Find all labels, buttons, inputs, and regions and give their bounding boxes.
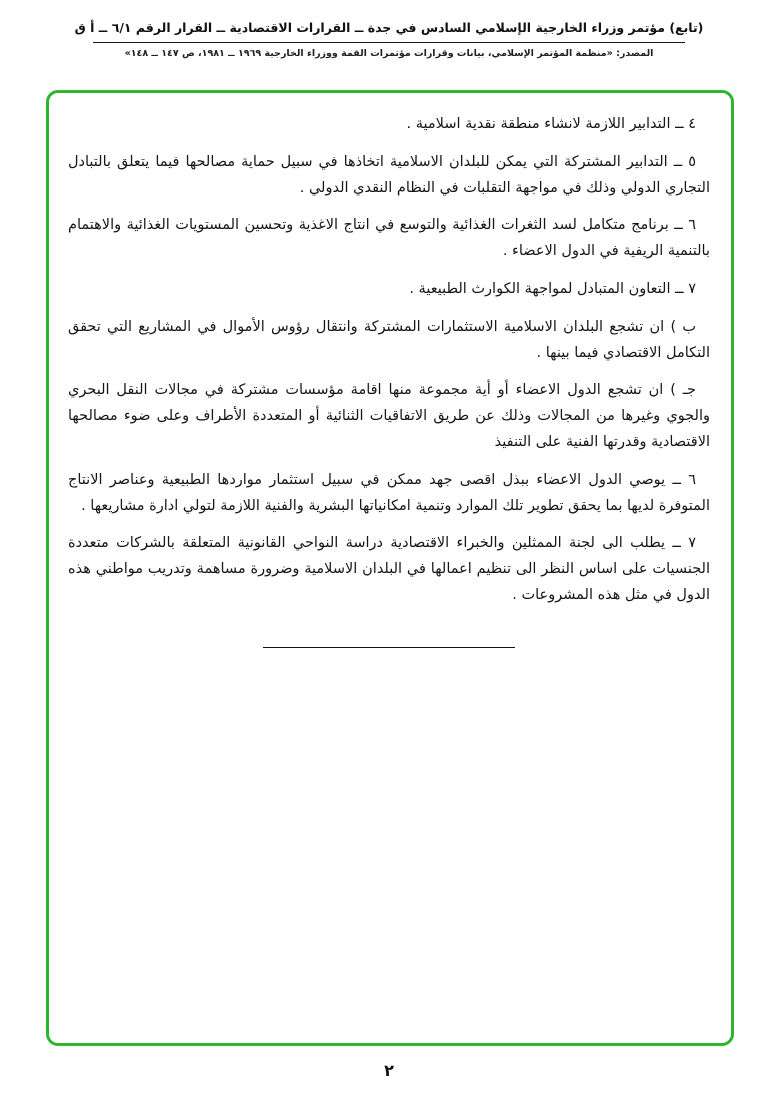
- document-body: [68, 112, 710, 648]
- paragraph-item-7: ٧ ــ التعاون المتبادل لمواجهة الكوارث الطبيعية .: [409, 280, 696, 297]
- document-title: (تابع) مؤتمر وزراء الخارجية الإسلامي السادس في جدة ــ القرارات الاقتصادية ــ القرار الرقم ٦/١ ــ أ ق: [74, 20, 704, 35]
- paragraph-item-4: ٤ ــ التدابير اللازمة لانشاء منطقة نقدية اسلامية .: [406, 116, 696, 132]
- paragraph-resolution-6: ٦ ــ يوصي الدول الاعضاء ببذل اقصى جهد ممكن في سبيل استثمار مواردها الطبيعية وعناصر الانتاج المتوفرة لديها بما يحقق تطوير تلك الموارد وتنمية امكانياتها البشرية والفنية اللازمة لتولي ادارة مشاريعها .: [68, 471, 710, 514]
- paragraph-item-5: ٥ ــ التدابير المشتركة التي يمكن للبلدان الاسلامية اتخاذها في سبيل حماية مصالحها فيما يتعلق بالتبادل التجاري الدولي وذلك في مواجهة التقلبات في النظام النقدي الدولي .: [68, 153, 710, 196]
- page-header: [0, 20, 778, 59]
- source-citation: المصدر: «منظمة المؤتمر الإسلامي، بيانات وقرارات مؤتمرات القمة ووزراء الخارجية ١٩٦٩ ــ ١٩٨١، ص ١٤٧ ــ ١٤٨»: [124, 48, 654, 59]
- paragraph-resolution-7: ٧ ــ يطلب الى لجنة الممثلين والخبراء الاقتصادية دراسة النواحي القانونية المتعلقة بالشركات متعددة الجنسيات على اساس النظر الى تنظيم اعمالها في البلدان الاسلامية وضرورة مساهمة وتدريب مواطني هذه الدول في مثل هذه المشروعات .: [68, 535, 710, 603]
- page-number: ٢: [384, 1061, 394, 1080]
- paragraph-clause-j: جـ ) ان تشجع الدول الاعضاء أو أية مجموعة منها اقامة مؤسسات مشتركة في مجالات النقل البحري والجوي وغيرها من المجالات وذلك عن طريق الاتفاقيات الثنائية أو المتعددة الأطراف وعلى ضوء مصالحها الاقتصادية وقدرتها الفنية على التنفيذ: [68, 382, 710, 450]
- paragraph-item-6: ٦ ــ برنامج متكامل لسد الثغرات الغذائية والتوسع في انتاج الاغذية وتحسين المستويات الغذائية والاهتمام بالتنمية الريفية في الدول الاعضاء .: [68, 217, 710, 260]
- header-rule: [93, 42, 685, 43]
- paragraph-clause-b: ب ) ان تشجع البلدان الاسلامية الاستثمارات المشتركة وانتقال رؤوس الأموال في المشاريع التي تحقق التكامل الاقتصادي فيما بينها .: [68, 318, 710, 361]
- section-divider-rule: [263, 647, 515, 648]
